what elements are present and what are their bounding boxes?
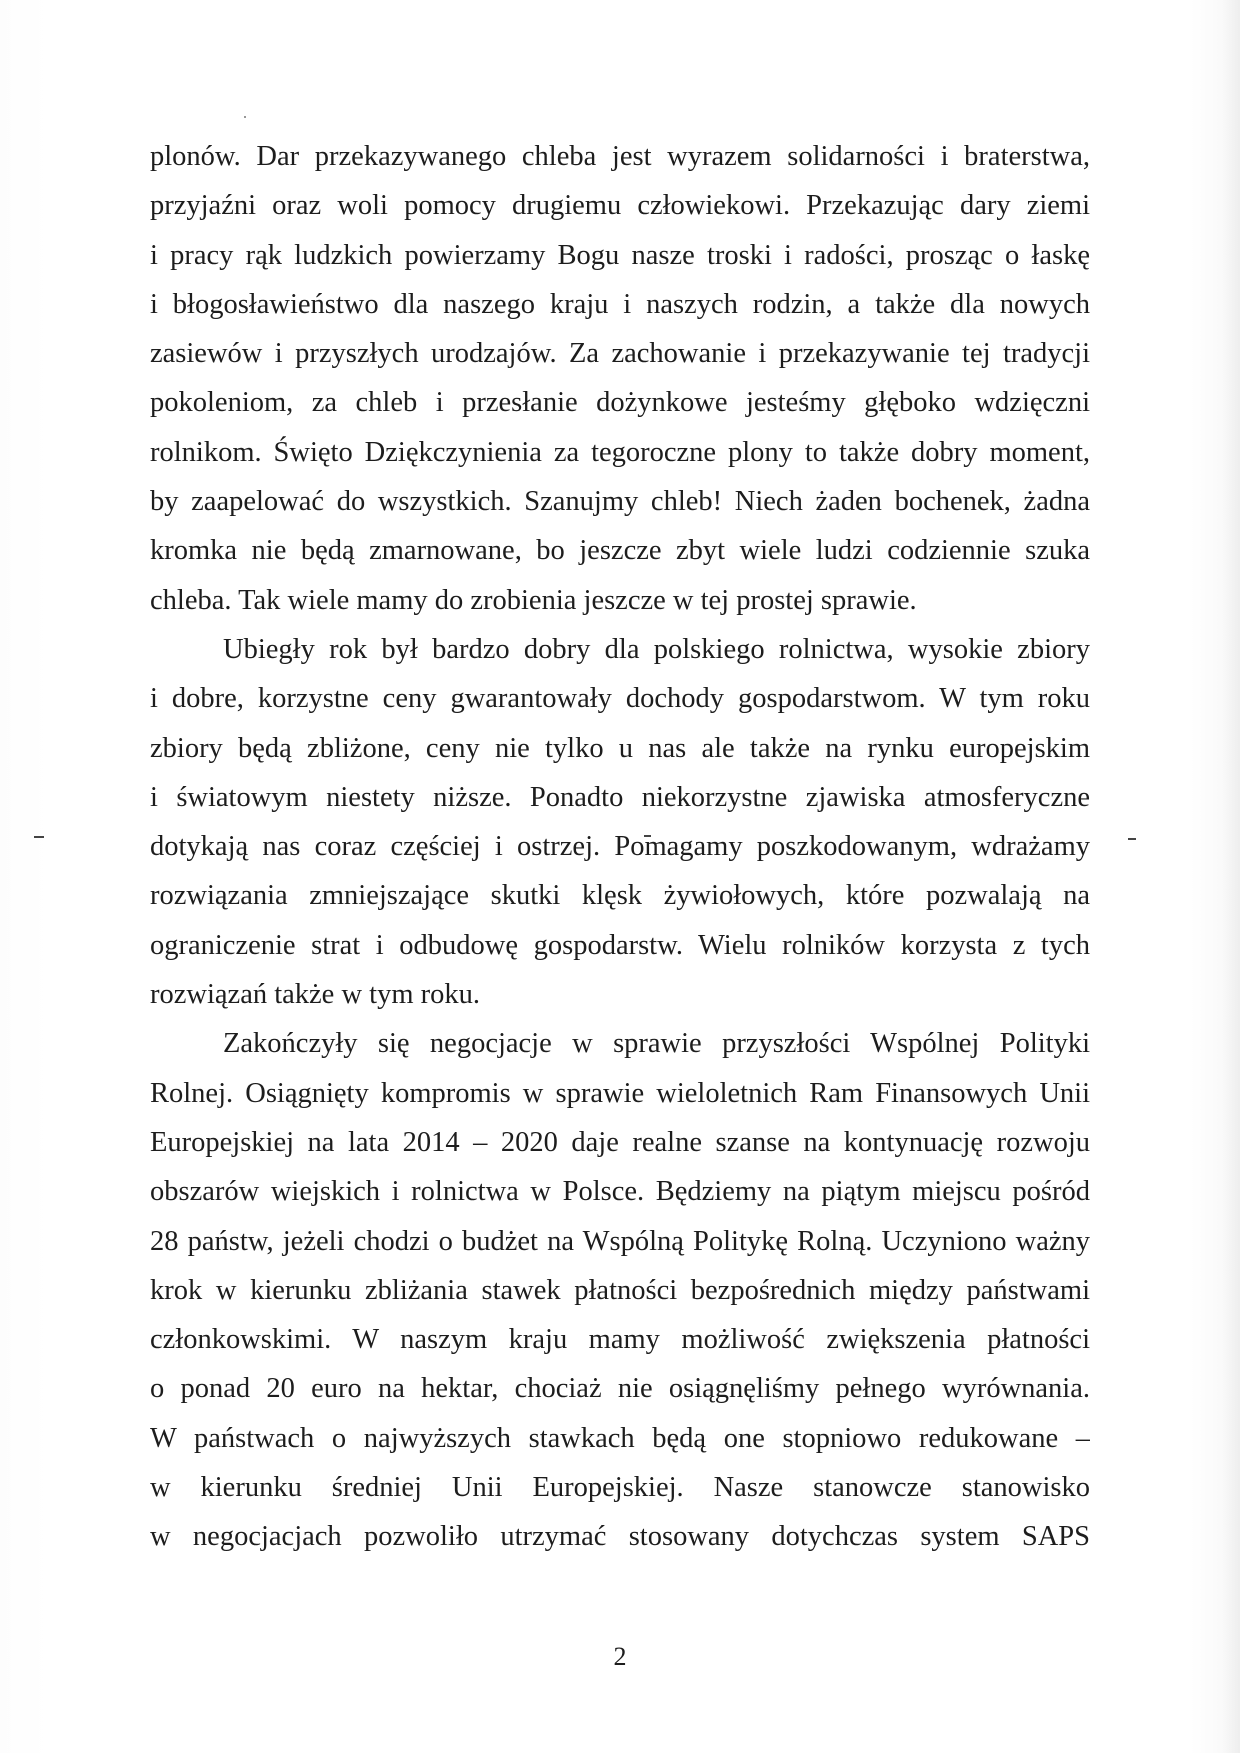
text-line: i pracy rąk ludzkich powierzamy Bogu nasze troski i radości, prosząc o łaskę: [150, 239, 1090, 271]
text-line: i dobre, korzystne ceny gwarantowały dochody gospodarstwom. W tym roku: [150, 683, 1090, 715]
body-text: [150, 132, 1090, 1562]
text-line: członkowskimi. W naszym kraju mamy możliwość zwiększenia płatności: [150, 1324, 1090, 1356]
text-line: pokoleniom, za chleb i przesłanie dożynkowe jesteśmy głęboko wdzięczni: [150, 387, 1090, 419]
scan-mark-left: [34, 836, 44, 838]
text-line: ograniczenie strat i odbudowę gospodarstw. Wielu rolników korzysta z tych: [150, 929, 1090, 961]
text-line: i światowym niestety niższe. Ponadto niekorzystne zjawiska atmosferyczne: [150, 781, 1090, 813]
text-line: obszarów wiejskich i rolnictwa w Polsce. Będziemy na piątym miejscu pośród: [150, 1176, 1090, 1208]
text-line: w negocjacjach pozwoliło utrzymać stosowany dotychczas system SAPS: [150, 1521, 1090, 1553]
paragraph: [150, 1019, 1090, 1561]
text-line: rozwiązań także w tym roku.: [150, 979, 480, 1011]
scan-mark-right: [1128, 838, 1136, 840]
text-line: w kierunku średniej Unii Europejskiej. Nasze stanowcze stanowisko: [150, 1472, 1090, 1504]
paragraph: [150, 132, 1090, 625]
text-line: 28 państw, jeżeli chodzi o budżet na Wspólną Politykę Rolną. Uczyniono ważny: [150, 1225, 1090, 1257]
text-line: i błogosławieństwo dla naszego kraju i naszych rodzin, a także dla nowych: [150, 288, 1090, 320]
text-line: Europejskiej na lata 2014 – 2020 daje realne szanse na kontynuację rozwoju: [150, 1126, 1090, 1158]
text-line: krok w kierunku zbliżania stawek płatności bezpośrednich między państwami: [150, 1274, 1090, 1306]
text-line: rolnikom. Święto Dziękczynienia za tegoroczne plony to także dobry moment,: [150, 436, 1090, 468]
text-line: chleba. Tak wiele mamy do zrobienia jeszcze w tej prostej sprawie.: [150, 584, 917, 616]
paragraph: [150, 625, 1090, 1019]
text-line: rozwiązania zmniejszające skutki klęsk żywiołowych, które pozwalają na: [150, 880, 1090, 912]
text-line: przyjaźni oraz woli pomocy drugiemu człowiekowi. Przekazując dary ziemi: [150, 190, 1090, 222]
text-line: kromka nie będą zmarnowane, bo jeszcze zbyt wiele ludzi codziennie szuka: [150, 535, 1090, 567]
text-line: zasiewów i przyszłych urodzajów. Za zachowanie i przekazywanie tej tradycji: [150, 338, 1090, 370]
text-line: Rolnej. Osiągnięty kompromis w sprawie wieloletnich Ram Finansowych Unii: [150, 1077, 1090, 1109]
scan-edge-shadow: [1222, 0, 1240, 1753]
text-line: by zaapelować do wszystkich. Szanujmy chleb! Niech żaden bochenek, żadna: [150, 486, 1090, 518]
text-line: zbiory będą zbliżone, ceny nie tylko u nas ale także na rynku europejskim: [150, 732, 1090, 764]
page-number: 2: [613, 1642, 627, 1671]
text-line: o ponad 20 euro na hektar, chociaż nie osiągnęliśmy pełnego wyrównania.: [150, 1373, 1090, 1405]
text-line: dotykają nas coraz częściej i ostrzej. Pomagamy poszkodowanym, wdrażamy: [150, 831, 1090, 863]
text-line: Ubiegły rok był bardzo dobry dla polskiego rolnictwa, wysokie zbiory: [223, 633, 1090, 665]
scan-speck: [244, 116, 246, 118]
text-line: W państwach o najwyższych stawkach będą one stopniowo redukowane –: [150, 1422, 1090, 1454]
text-line: plonów. Dar przekazywanego chleba jest wyrazem solidarności i braterstwa,: [150, 141, 1090, 172]
text-line: Zakończyły się negocjacje w sprawie przyszłości Wspólnej Polityki: [223, 1028, 1090, 1060]
